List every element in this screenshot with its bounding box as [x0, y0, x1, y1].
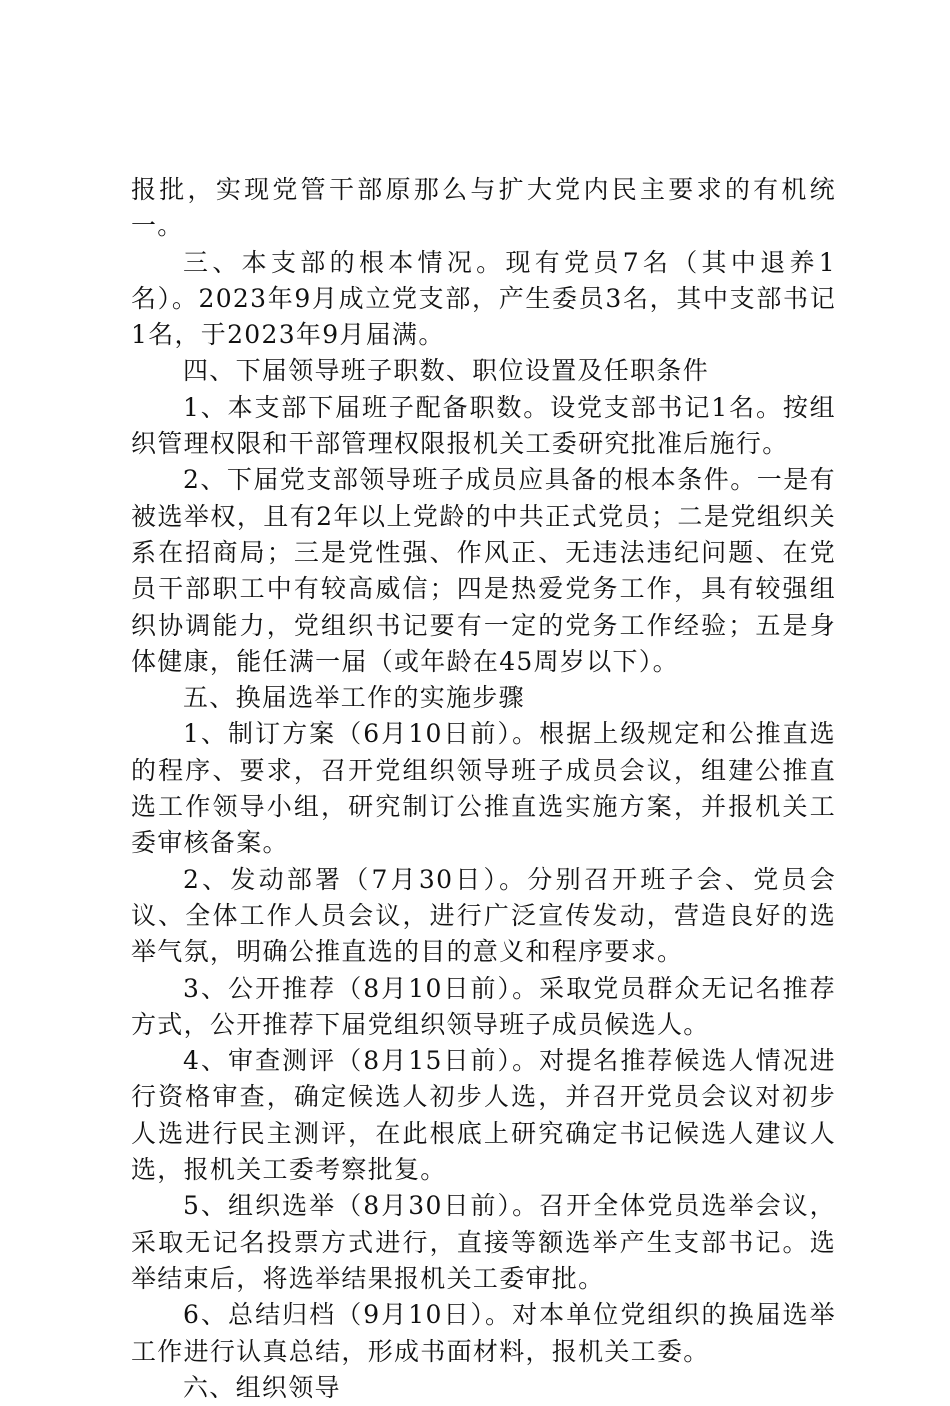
paragraph-5-item-4: 4、审查测评（8月15日前）。对提名推荐候选人情况进行资格审查，确定候选人初步人选，并召开党员会议对初步人选进行民主测评，在此根底上研究确定书记候选人建议人选，报机关工委考察批复。: [131, 1046, 836, 1185]
paragraph-section-3: 三、本支部的根本情况。现有党员7名（其中退养1名）。2023年9月成立党支部，产生委员3名，其中支部书记1名，于2023年9月届满。: [131, 247, 836, 350]
paragraph-continuation: 报批，实现党管干部原那么与扩大党内民主要求的有机统一。: [131, 175, 836, 241]
paragraph-section-4-heading: 四、下届领导班子职数、职位设置及任职条件: [183, 356, 710, 386]
paragraph-5-item-3: 3、公开推荐（8月10日前）。采取党员群众无记名推荐方式，公开推荐下届党组织领导班子成员候选人。: [131, 973, 836, 1039]
paragraph-4-item-2: 2、下届党支部领导班子成员应具备的根本条件。一是有被选举权，且有2年以上党龄的中共正式党员；二是党组织关系在招商局；三是党性强、作风正、无违法违纪问题、在党员干部职工中有较高威信；四是热爱党务工作，具有较强组织协调能力，党组织书记要有一定的党务工作经验；五是身体健康，能任满一届（或年龄在45周岁以下）。: [131, 465, 836, 676]
document-body: [131, 172, 836, 1406]
paragraph-5-item-5: 5、组织选举（8月30日前）。召开全体党员选举会议，采取无记名投票方式进行，直接等额选举产生支部书记。选举结束后，将选举结果报机关工委审批。: [131, 1191, 836, 1293]
paragraph-5-item-1: 1、制订方案（6月10日前）。根据上级规定和公推直选的程序、要求，召开党组织领导班子成员会议，组建公推直选工作领导小组，研究制订公推直选实施方案，并报机关工委审核备案。: [131, 719, 836, 858]
paragraph-5-item-6: 6、总结归档（9月10日）。对本单位党组织的换届选举工作进行认真总结，形成书面材料，报机关工委。: [131, 1300, 836, 1366]
paragraph-section-5-heading: 五、换届选举工作的实施步骤: [183, 683, 525, 713]
paragraph-5-item-2: 2、发动部署（7月30日）。分别召开班子会、党员会议、全体工作人员会议，进行广泛宣传发动，营造良好的选举气氛，明确公推直选的目的意义和程序要求。: [131, 864, 836, 967]
paragraph-section-6-heading: 六、组织领导: [183, 1372, 341, 1402]
paragraph-4-item-1: 1、本支部下届班子配备职数。设党支部书记1名。按组织管理权限和干部管理权限报机关工委研究批准后施行。: [131, 392, 836, 459]
